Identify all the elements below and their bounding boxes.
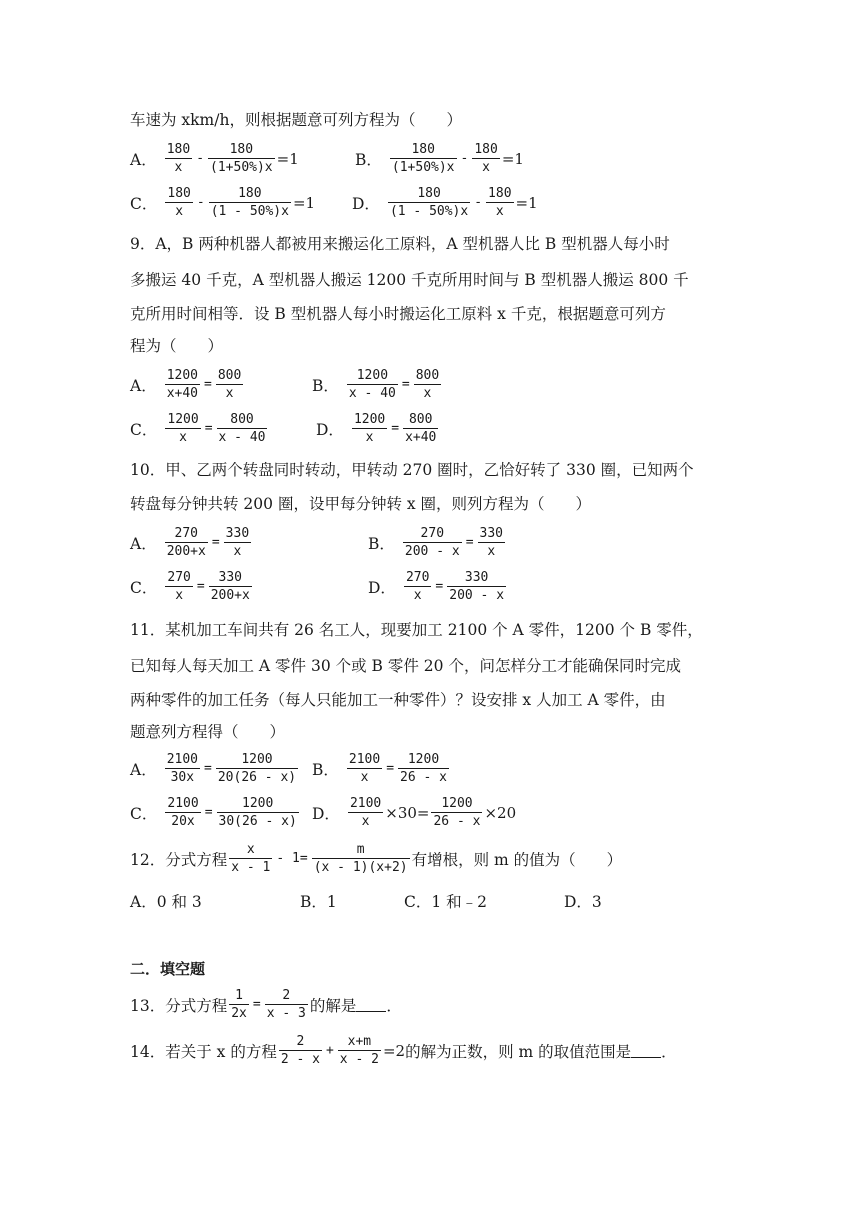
q8-option-c[interactable] [130, 186, 315, 219]
q11-option-a[interactable] [130, 752, 300, 785]
q10-option-d[interactable] [368, 570, 508, 603]
q14-end: ． [661, 1042, 677, 1061]
q10-stem-line: 转盘每分钟共转 200 圈，设甲每分钟转 x 圈，则列方程为（ ） [130, 495, 592, 513]
option-label: A． [130, 760, 157, 779]
operator: - 1= [276, 851, 308, 866]
fraction: $\frac{m}{(x - 1)(x+2)}$ [313, 842, 408, 875]
q9-option-d[interactable] [316, 412, 440, 445]
fraction: $\frac{2}{2 - x}$ [280, 1034, 320, 1067]
fraction: $\frac{1200}{20(26 - x)}$ [217, 752, 297, 785]
q12-suffix: 有增根，则 m 的值为（ ） [411, 850, 623, 869]
q12-option-c[interactable]: C．1 和﹣2 [404, 893, 488, 911]
option-label: A． [130, 150, 157, 169]
fraction: $\frac{800}{x+40}$ [405, 412, 437, 445]
equation-rhs: =2 [382, 1041, 406, 1060]
fraction: $\frac{1200}{x+40}$ [166, 368, 199, 401]
option-label: D． [312, 804, 340, 823]
equation-rhs: =1 [515, 193, 538, 212]
fraction: $\frac{180}{x}$ [474, 142, 498, 175]
fraction: $\frac{1200}{26 - x}$ [433, 796, 481, 829]
q13-suffix: 的解是 [309, 996, 357, 1015]
equation-mid: ×30= [385, 803, 430, 822]
q9-option-a[interactable] [130, 368, 245, 401]
q12-option-d[interactable]: D．3 [564, 893, 602, 911]
option-label: D． [316, 420, 344, 439]
q13-prefix: 13．分式方程 [130, 996, 228, 1015]
fraction: $\frac{180}{(1 - 50\%)x}$ [210, 186, 289, 219]
q9-stem-line: 克所用时间相等．设 B 型机器人每小时搬运化工原料 x 千克，根据题意可列方 [130, 305, 666, 323]
fraction: $\frac{330}{x}$ [479, 526, 503, 559]
equation-rhs: =1 [501, 149, 524, 168]
equation-tail: ×20 [484, 803, 517, 822]
q10-option-c[interactable] [130, 570, 254, 603]
fraction: $\frac{180}{(1+50\%)x}$ [210, 142, 273, 175]
fraction: $\frac{180}{x}$ [488, 186, 512, 219]
fraction: $\frac{270}{x}$ [167, 570, 191, 603]
fraction: $\frac{330}{200+x}$ [210, 570, 250, 603]
fraction: $\frac{800}{x}$ [217, 368, 242, 401]
q8-option-a[interactable] [130, 142, 299, 175]
fraction: $\frac{1}{2x}$ [231, 988, 247, 1021]
q8-stem: 车速为 xkm/h，则根据题意可列方程为（ ） [130, 111, 462, 129]
operator: - [460, 151, 469, 166]
q8-option-b[interactable] [355, 142, 524, 175]
option-label: C． [130, 420, 158, 439]
operator: - [474, 195, 483, 210]
operator: = [196, 579, 205, 594]
fraction: $\frac{2100}{30x}$ [166, 752, 199, 785]
q13-end: ． [386, 996, 402, 1015]
fraction: $\frac{270}{200 - x}$ [404, 526, 460, 559]
option-label: D． [352, 194, 380, 213]
q12-stem [130, 842, 622, 875]
q14-stem [130, 1034, 677, 1067]
option-label: C． [130, 578, 158, 597]
fraction: $\frac{330}{200 - x}$ [449, 570, 505, 603]
fraction: $\frac{1200}{x}$ [353, 412, 386, 445]
q11-stem-line: 11．某机加工车间共有 26 名工人，现要加工 2100 个 A 零件，1200 个 B 零件， [130, 621, 703, 639]
fraction: $\frac{1200}{30(26 - x)}$ [218, 796, 297, 829]
q11-option-c[interactable] [130, 796, 301, 829]
fraction: $\frac{330}{x}$ [225, 526, 250, 559]
operator: + [325, 1043, 334, 1058]
answer-blank[interactable] [356, 997, 386, 1012]
operator: = [204, 805, 213, 820]
fraction: $\frac{2}{x - 3}$ [266, 988, 306, 1021]
fraction: $\frac{1200}{x - 40}$ [348, 368, 396, 401]
fraction: $\frac{800}{x}$ [415, 368, 440, 401]
answer-blank[interactable] [631, 1043, 661, 1058]
q8-option-d[interactable] [352, 186, 538, 219]
fraction: $\frac{1200}{x}$ [167, 412, 199, 445]
option-label: B． [312, 376, 339, 395]
fraction: $\frac{270}{x}$ [405, 570, 430, 603]
fraction: $\frac{x+m}{x - 2}$ [339, 1034, 379, 1067]
equation-rhs: =1 [276, 149, 299, 168]
operator: = [435, 579, 444, 594]
q11-stem-line: 已知每人每天加工 A 零件 30 个或 B 零件 20 个，问怎样分工才能确保同时完成 [130, 657, 681, 675]
operator: = [204, 761, 212, 776]
operator: - [196, 195, 205, 210]
option-label: A． [130, 534, 157, 553]
fraction: $\frac{180}{x}$ [167, 186, 191, 219]
fraction: $\frac{180}{x}$ [166, 142, 191, 175]
q9-stem-line: 9．A，B 两种机器人都被用来搬运化工原料，A 型机器人比 B 型机器人每小时 [130, 235, 670, 253]
section-heading: 二．填空题 [130, 960, 206, 978]
q13-stem [130, 988, 402, 1021]
fraction: $\frac{2100}{20x}$ [167, 796, 199, 829]
operator: = [252, 997, 261, 1012]
q11-option-d[interactable] [312, 796, 516, 829]
q9-stem-line: 程为（ ） [130, 337, 224, 355]
fraction: $\frac{180}{(1 - 50\%)x}$ [389, 186, 469, 219]
q10-option-a[interactable] [130, 526, 253, 559]
q12-option-b[interactable]: B．1 [300, 893, 337, 911]
operator: = [204, 377, 212, 392]
operator: = [391, 421, 400, 436]
fraction: $\frac{270}{200+x}$ [166, 526, 206, 559]
operator: - [196, 151, 205, 166]
option-label: B． [368, 534, 395, 553]
equation-rhs: =1 [292, 193, 316, 212]
q10-option-b[interactable] [368, 526, 507, 559]
fraction: $\frac{800}{x - 40}$ [218, 412, 266, 445]
q10-stem-line: 10．甲、乙两个转盘同时转动，甲转动 270 圈时，乙恰好转了 330 圈，已知两个 [130, 461, 694, 479]
operator: = [465, 535, 474, 550]
option-label: B． [355, 150, 382, 169]
fraction: $\frac{180}{(1+50\%)x}$ [391, 142, 455, 175]
operator: = [204, 421, 213, 436]
q14-suffix: 的解为正数，则 m 的取值范围是 [405, 1042, 632, 1061]
q9-option-c[interactable] [130, 412, 269, 445]
q12-option-a[interactable]: A．0 和 3 [130, 893, 202, 911]
option-label: D． [368, 578, 396, 597]
option-label: B． [312, 760, 339, 779]
operator: = [401, 377, 410, 392]
q11-option-b[interactable] [312, 752, 451, 785]
operator: = [386, 761, 395, 776]
q11-stem-line: 题意列方程得（ ） [130, 723, 286, 741]
q11-stem-line: 两种零件的加工任务（每人只能加工一种零件）？设安排 x 人加工 A 零件，由 [130, 691, 666, 709]
q9-option-b[interactable] [312, 368, 443, 401]
fraction: $\frac{1200}{26 - x}$ [400, 752, 447, 785]
fraction: $\frac{2100}{x}$ [348, 752, 381, 785]
operator: = [211, 535, 220, 550]
q14-prefix: 14．若关于 x 的方程 [130, 1042, 277, 1061]
q9-stem-line: 多搬运 40 千克，A 型机器人搬运 1200 千克所用时间与 B 型机器人搬运 800 千 [130, 271, 689, 289]
option-label: C． [130, 194, 158, 213]
option-label: A． [130, 376, 157, 395]
fraction: $\frac{x}{x - 1}$ [231, 842, 271, 875]
fraction: $\frac{2100}{x}$ [349, 796, 382, 829]
q12-prefix: 12．分式方程 [130, 850, 228, 869]
option-label: C． [130, 804, 158, 823]
